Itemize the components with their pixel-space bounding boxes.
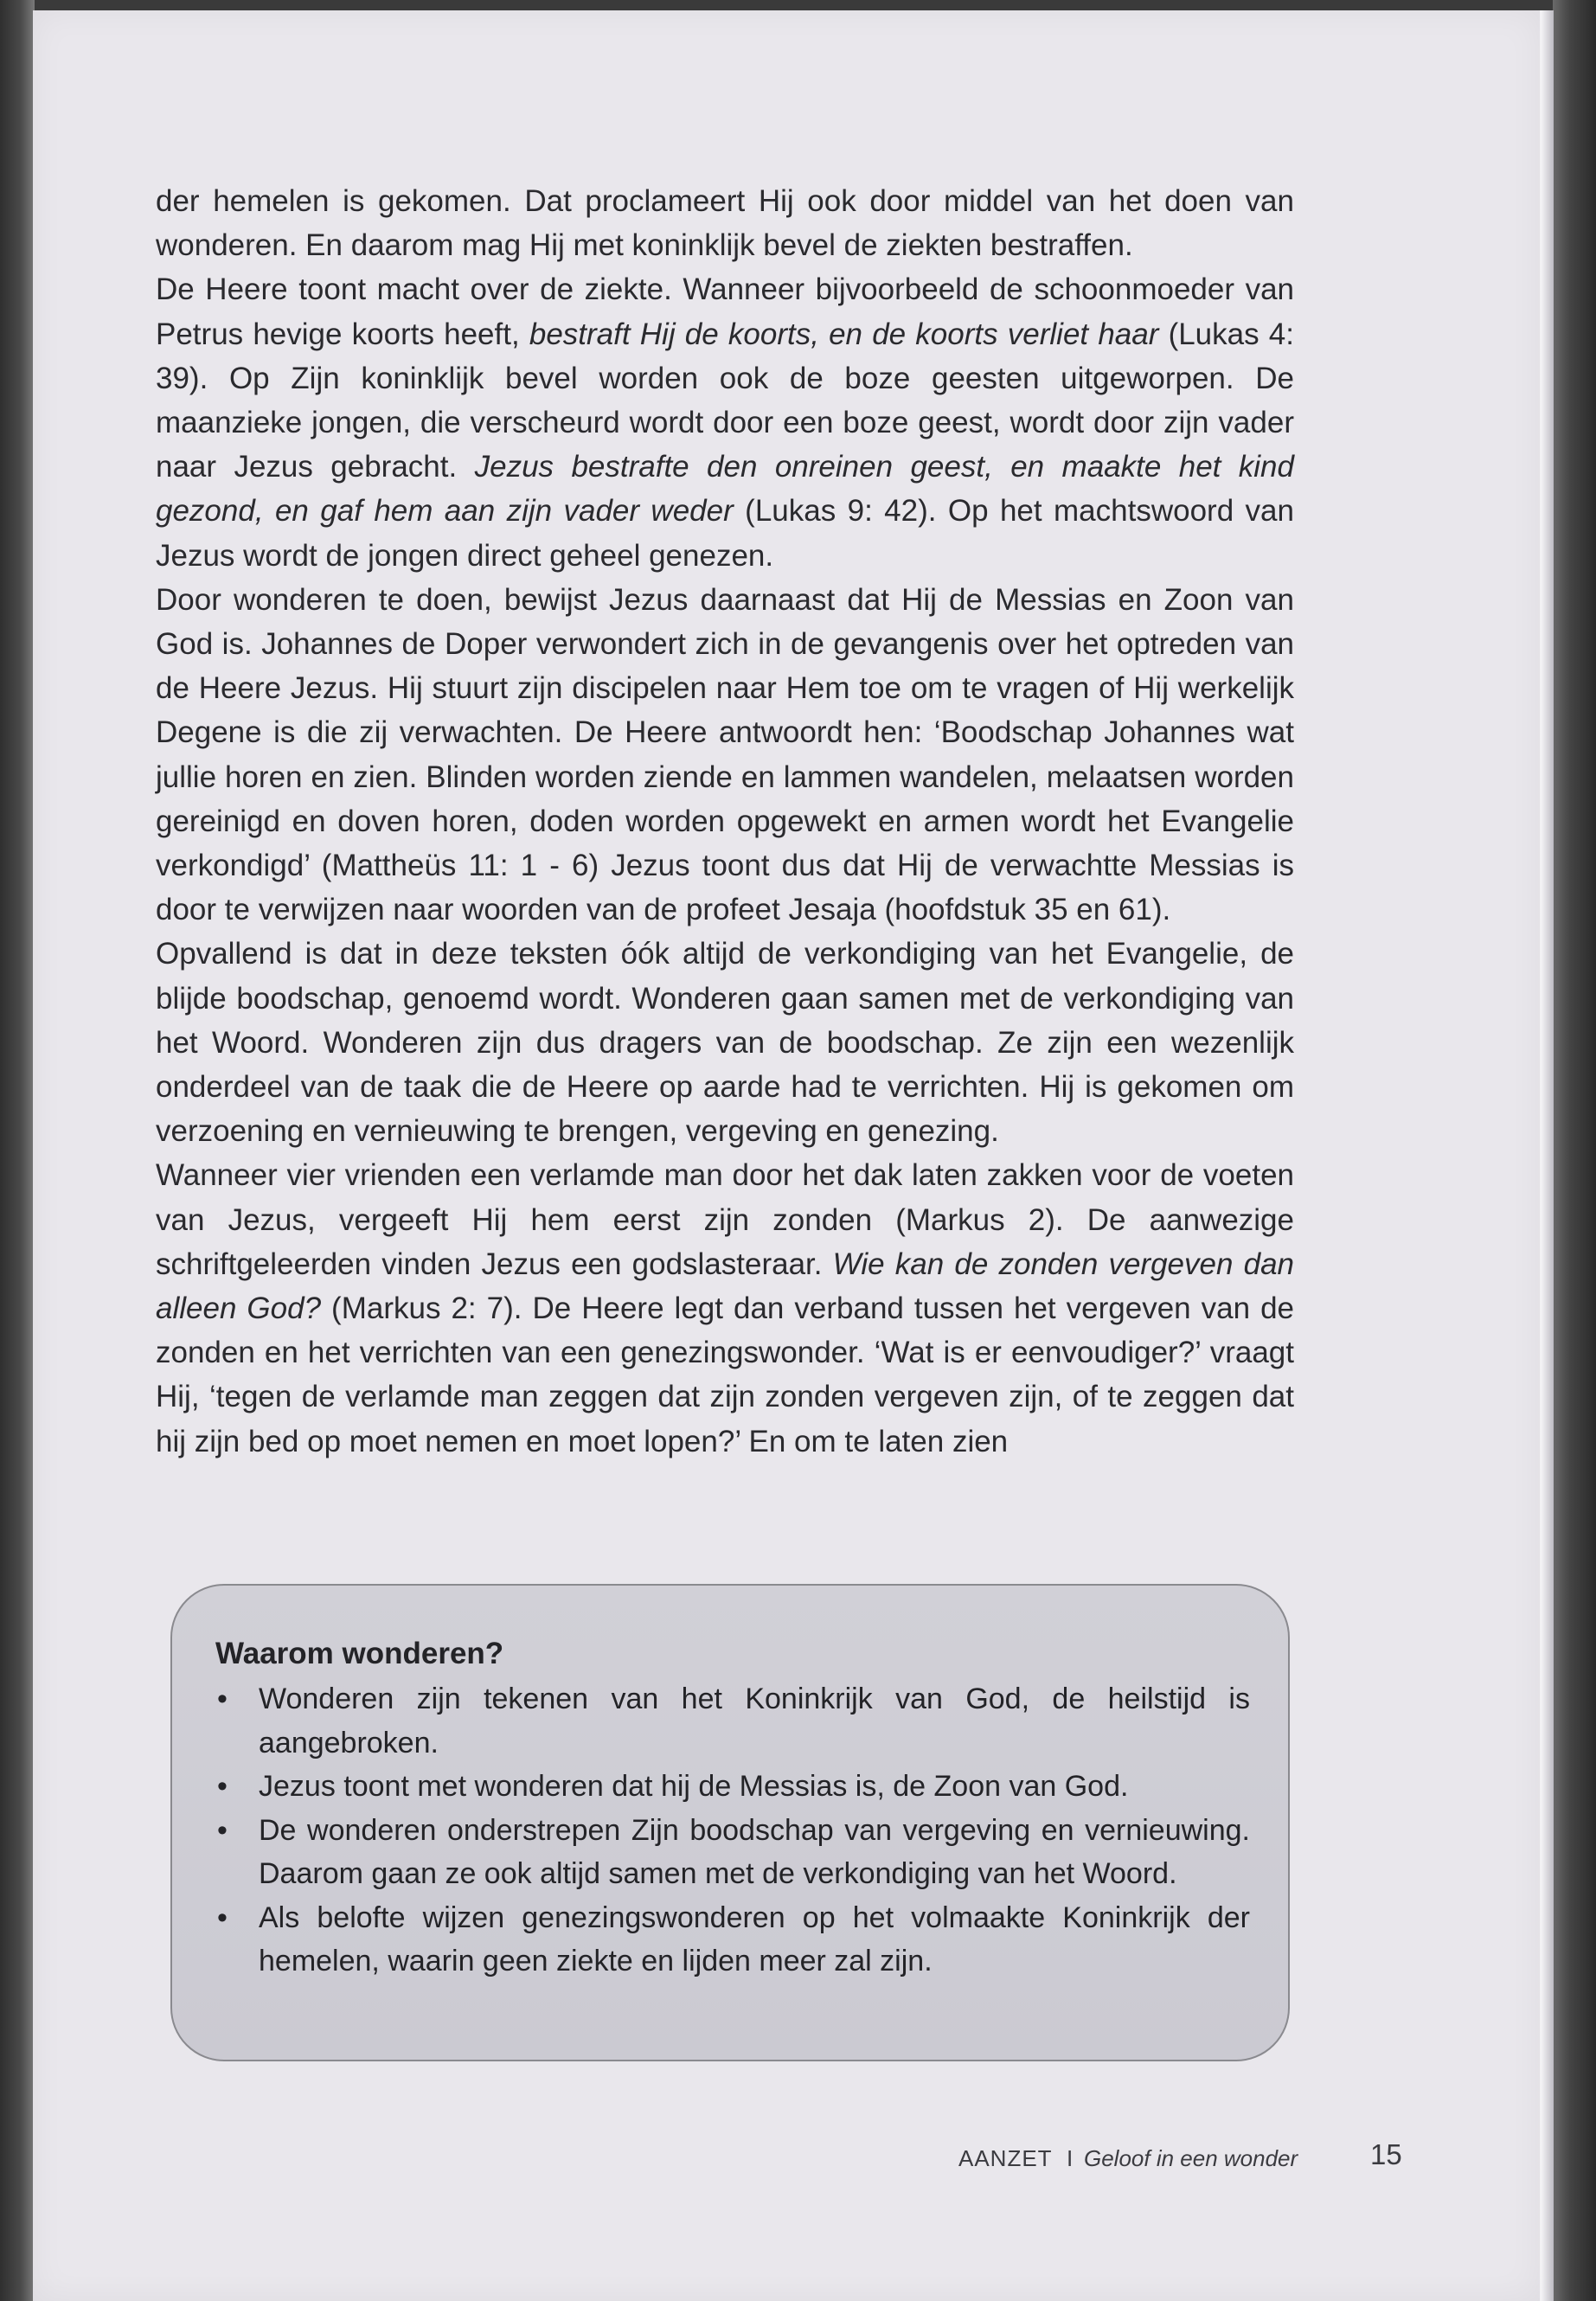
summary-box	[170, 1584, 1290, 2061]
text-run: De Heere toont macht over de ziekte. Wanneer bijvoorbeeld de schoonmoeder van Petrus hevige koorts heeft,	[156, 272, 1294, 351]
summary-item-text: Jezus toont met wonderen dat hij de Messias is, de Zoon van God.	[259, 1770, 1129, 1803]
text-run: der hemelen is gekomen. Dat proclameert Hij ook door middel van het doen van wonderen. En daarom mag Hij met koninklijk bevel de ziekten bestraffen.	[156, 184, 1294, 263]
paragraph	[156, 932, 1294, 1153]
text-run: Opvallend is dat in deze teksten óók altijd de verkondiging van het Evangelie, de blijde boodschap, genoemd wordt. Wonderen gaan samen met de verkondiging van het Woord. Wonderen zijn dus dragers van de boodschap. Ze zijn een wezenlijk onderdeel van de taak die de Heere op aarde had te verrichten. Hij is gekomen om verzoening en vernieuwing te brengen, vergeving en genezing.	[156, 937, 1294, 1149]
paragraph	[156, 1153, 1294, 1463]
text-run: Door wonderen te doen, bewijst Jezus daarnaast dat Hij de Messias en Zoon van God is. Johannes de Doper verwondert zich in de gevangenis over het optreden van de Heere Jezus. Hij stuurt zijn discipelen naar Hem toe om te vragen of Hij werkelijk Degene is die zij verwachten. De Heere antwoordt hen: ‘Boodschap Johannes wat jullie horen en zien. Blinden worden ziende en lammen wandelen, melaatsen worden gereinigd en doven horen, doden worden opgewekt en armen wordt het Evangelie verkondigd’ (Mattheüs 11: 1 - 6) Jezus toont dus dat Hij de verwachtte Messias is door te verwijzen naar woorden van de profeet Jesaja (hoofdstuk 35 en 61).	[156, 582, 1294, 927]
page-number: 15	[1370, 2138, 1402, 2170]
summary-list	[215, 1677, 1250, 1984]
summary-item	[215, 1809, 1250, 1896]
text-run: Wanneer vier vrienden een verlamde man door het dak laten zakken voor de voeten van Jezus, vergeeft Hij hem eerst zijn zonden (Markus 2). De aanwezige schriftgeleerden vinden Jezus een godslasteraar.	[156, 1158, 1294, 1281]
footer-section: AANZET	[958, 2145, 1053, 2171]
summary-item	[215, 1677, 1250, 1765]
bullet-icon: •	[217, 1770, 228, 1803]
summary-box-title: Waarom wonderen?	[215, 1637, 504, 1670]
paragraph	[156, 267, 1294, 577]
body-text	[156, 179, 1294, 1464]
scan-border-left	[0, 0, 35, 2301]
text-run: (Markus 2: 7). De Heere legt dan verband tussen het vergeven van de zonden en het verrichten van een genezingswonder. ‘Wat is er eenvoudiger?’ vraagt Hij, ‘tegen de verlamde man zeggen dat zijn zonden vergeven zijn, of te zeggen dat hij zijn bed op moet nemen en moet lopen?’ En om te laten zien	[156, 1292, 1294, 1458]
footer-chapter-title: Geloof in een wonder	[1084, 2145, 1298, 2171]
summary-item-text: Wonderen zijn tekenen van het Koninkrijk van God, de heilstijd is aangebroken.	[259, 1682, 1250, 1759]
summary-item-text: Als belofte wijzen genezingswonderen op het volmaakte Koninkrijk der hemelen, waarin geen ziekte en lijden meer zal zijn.	[259, 1900, 1250, 1977]
bible-quote: Jezus bestrafte den onreinen geest, en maakte het kind gezond, en gaf hem aan zijn vader weder	[156, 450, 1294, 529]
text-run: (Lukas 4: 39). Op Zijn koninklijk bevel worden ook de boze geesten uitgeworpen. De maanzieke jongen, die verscheurd wordt door een boze geest, wordt door zijn vader naar Jezus gebracht.	[156, 317, 1294, 484]
summary-item	[215, 1896, 1250, 1984]
bible-quote: Wie kan de zonden vergeven dan alleen God?	[156, 1247, 1295, 1326]
scan-border-right	[1553, 0, 1596, 2301]
bullet-icon: •	[217, 1900, 228, 1934]
summary-item-text: De wonderen onderstrepen Zijn boodschap van vergeving en vernieuwing. Daarom gaan ze ook altijd samen met de verkondiging van het Woord.	[259, 1813, 1250, 1890]
bible-quote: bestraft Hij de koorts, en de koorts verliet haar	[529, 317, 1159, 351]
summary-item	[215, 1765, 1250, 1809]
bullet-icon: •	[217, 1813, 228, 1847]
paragraph	[156, 179, 1294, 267]
bullet-icon: •	[217, 1682, 228, 1715]
footer-separator: I	[1067, 2145, 1074, 2171]
paragraph	[156, 578, 1294, 933]
running-footer	[958, 2138, 1426, 2176]
text-run: (Lukas 9: 42). Op het machtswoord van Jezus wordt de jongen direct geheel genezen.	[156, 494, 1294, 573]
